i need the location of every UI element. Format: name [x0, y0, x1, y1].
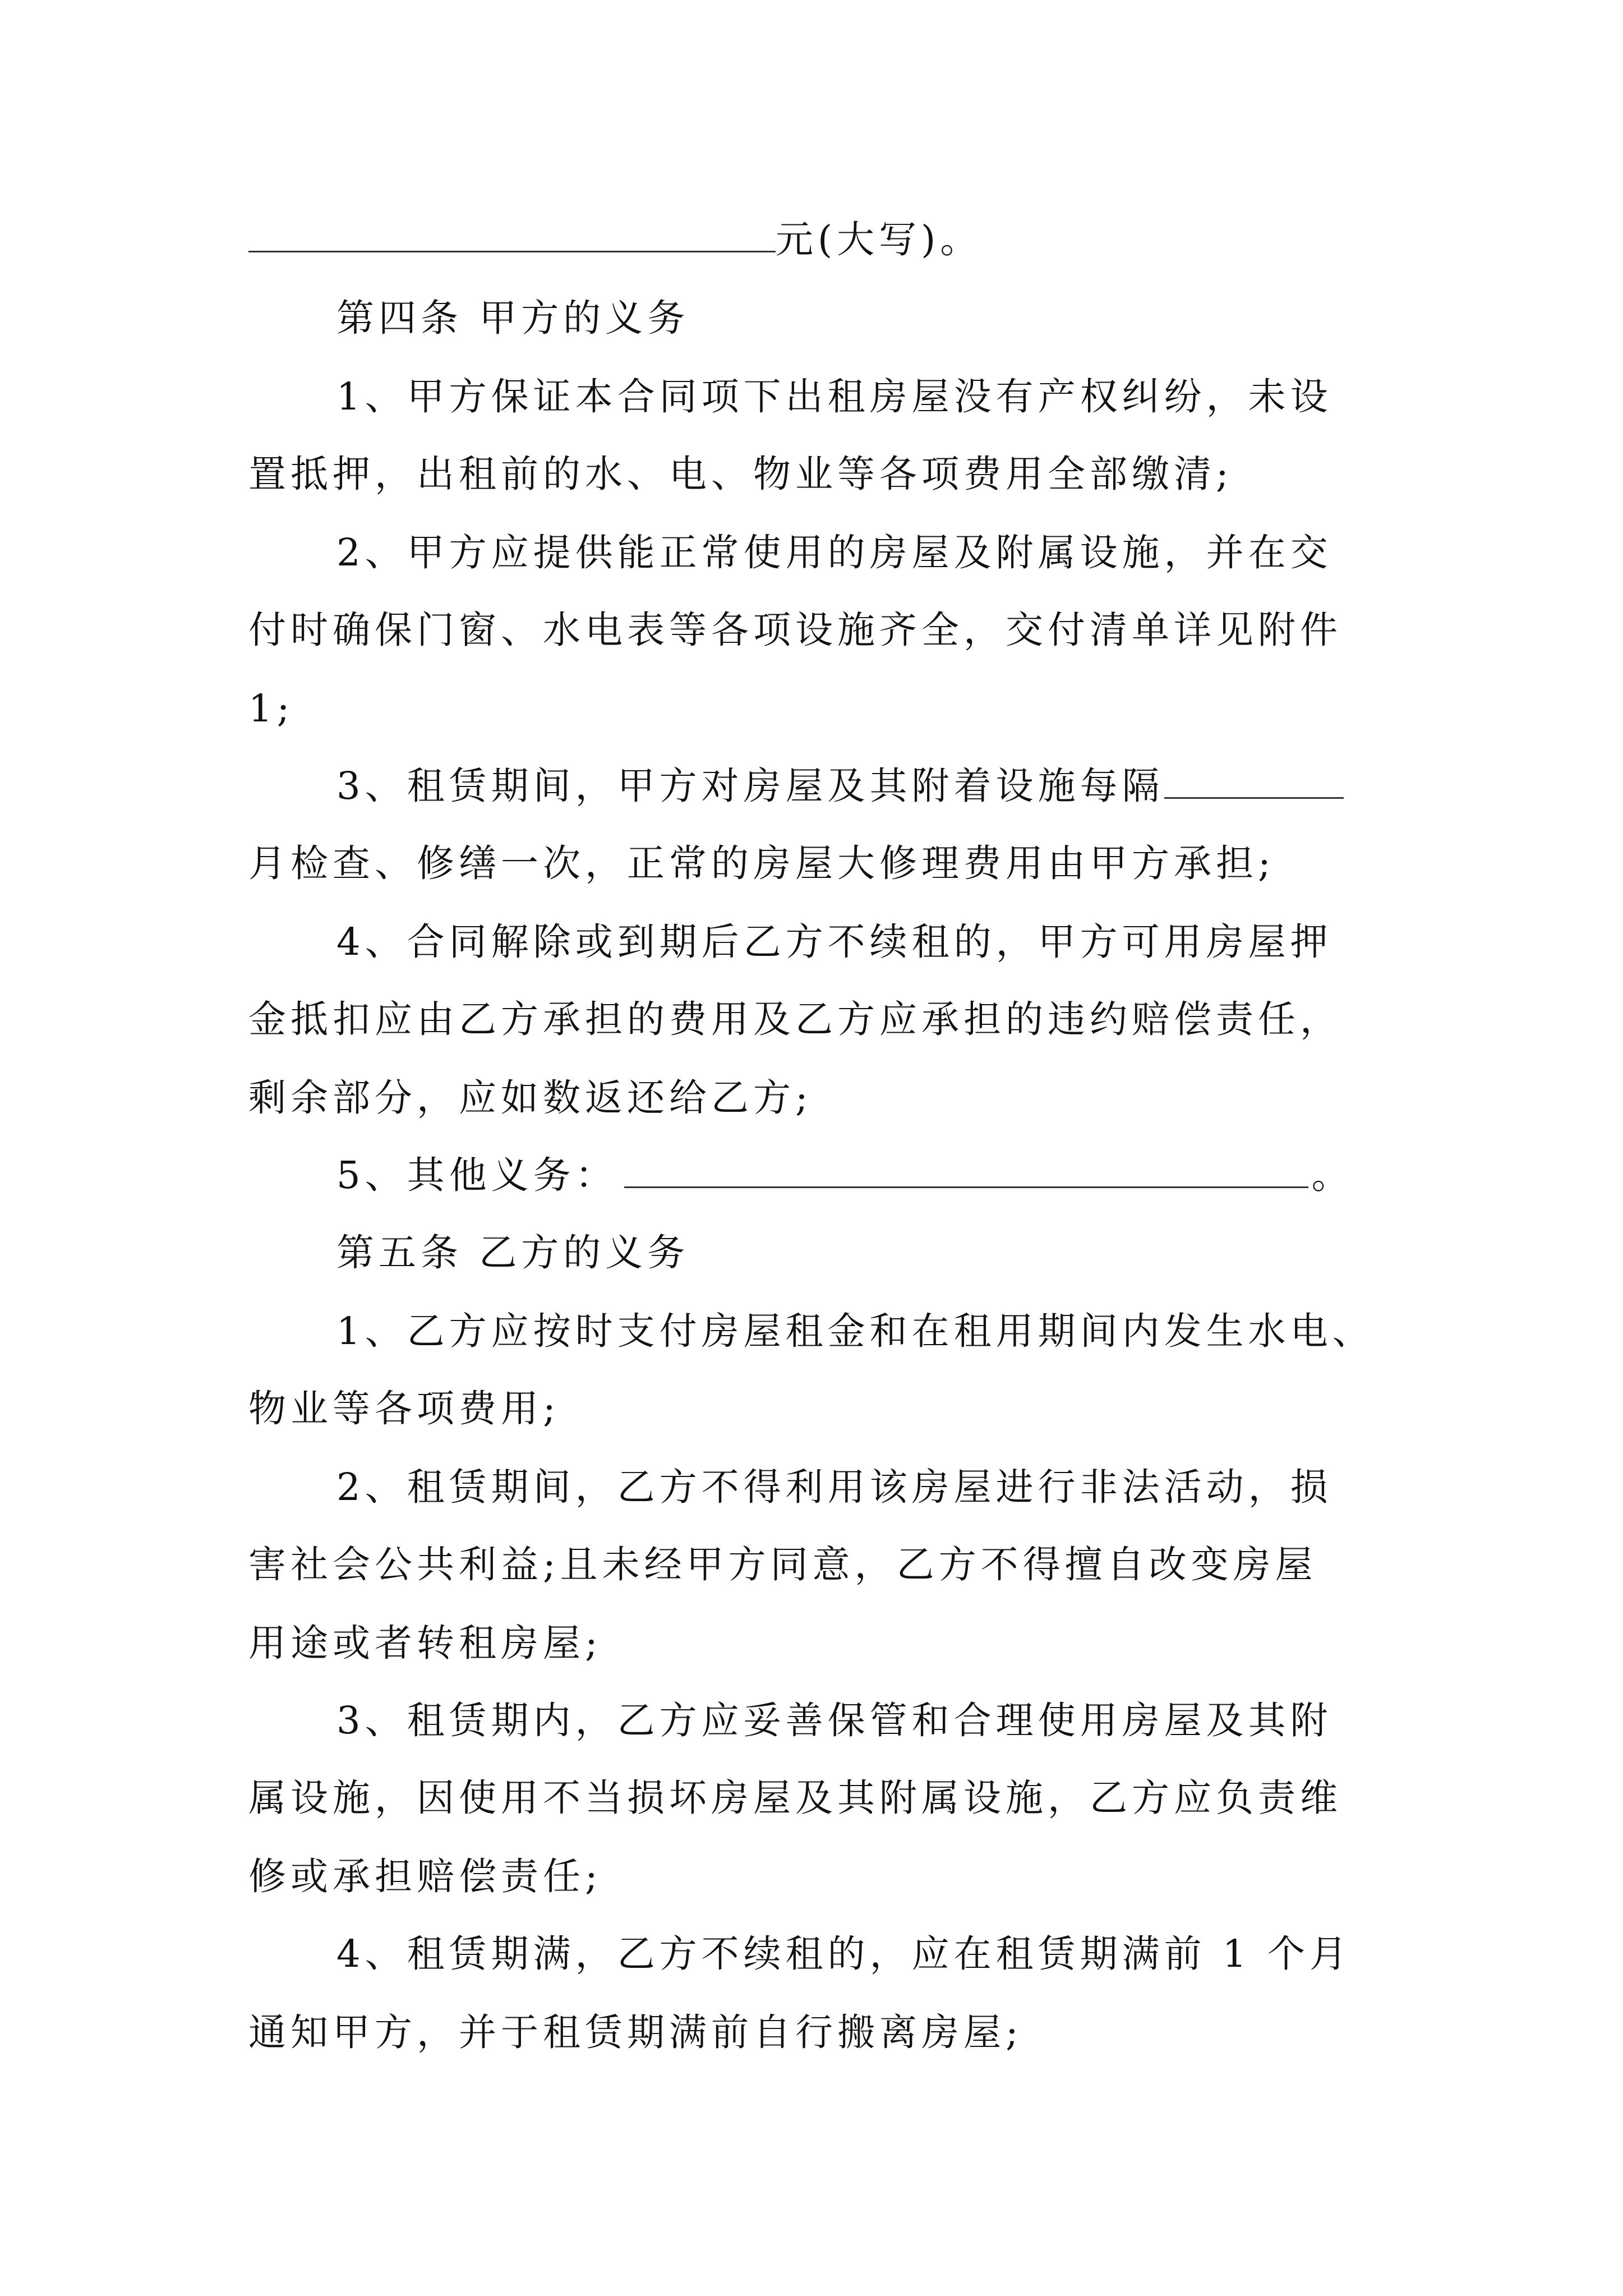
article5-item3-line1: 3、租赁期内，乙方应妥善保管和合理使用房屋及其附	[336, 1699, 1332, 1742]
amount-blank	[248, 218, 776, 252]
article4-item4-line2: 金抵扣应由乙方承担的费用及乙方应承担的违约赔偿责任，	[248, 997, 1342, 1041]
article4-item3-line2: 月检查、修缮一次，正常的房屋大修理费用由甲方承担;	[248, 841, 1275, 885]
article5-item4-line1: 4、租赁期满，乙方不续租的，应在租赁期满前 1 个月	[336, 1932, 1352, 1976]
article4-item4-line3: 剩余部分，应如数返还给乙方;	[248, 1076, 813, 1120]
article4-item5-label: 5、其他义务：	[336, 1153, 617, 1197]
article5-item4-line2: 通知甲方，并于租赁期满前自行搬离房屋;	[248, 2010, 1023, 2054]
article4-title: 第四条 甲方的义务	[336, 296, 690, 340]
other-duties-blank	[624, 1154, 1308, 1188]
article4-item5-end: 。	[1311, 1153, 1354, 1197]
article5-item3-line2: 属设施，因使用不当损坏房屋及其附属设施，乙方应负责维	[248, 1776, 1342, 1820]
amount-suffix: 元(大写)。	[776, 218, 983, 261]
article4-item2-line1: 2、甲方应提供能正常使用的房屋及附属设施，并在交	[336, 531, 1332, 574]
article4-item3-text: 3、租赁期间，甲方对房屋及其附着设施每隔	[336, 764, 1164, 808]
article5-item1-line2: 物业等各项费用;	[248, 1387, 560, 1430]
article4-item1-line2: 置抵押，出租前的水、电、物业等各项费用全部缴清;	[248, 452, 1233, 496]
amount-line	[248, 214, 1387, 265]
article4-item1-line1: 1、甲方保证本合同项下出租房屋没有产权纠纷，未设	[336, 375, 1332, 418]
article5-title: 第五条 乙方的义务	[336, 1231, 690, 1274]
article5-item2-line2: 害社会公共利益;且未经甲方同意，乙方不得擅自改变房屋	[248, 1543, 1317, 1586]
article4-item2-line2: 付时确保门窗、水电表等各项设施齐全，交付清单详见附件	[248, 608, 1342, 652]
article4-item5-line	[336, 1150, 1387, 1200]
article4-item2-line3: 1;	[248, 687, 294, 730]
article5-item2-line3: 用途或者转租房屋;	[248, 1621, 602, 1665]
article5-item2-line1: 2、租赁期间，乙方不得利用该房屋进行非法活动，损	[336, 1465, 1332, 1509]
article4-item3-line1	[336, 761, 1387, 811]
article5-item3-line3: 修或承担赔偿责任;	[248, 1855, 602, 1898]
months-blank	[1164, 765, 1344, 799]
article4-item4-line1: 4、合同解除或到期后乙方不续租的，甲方可用房屋押	[336, 920, 1332, 964]
article5-item1-line1: 1、乙方应按时支付房屋租金和在租用期间内发生水电、	[336, 1309, 1375, 1353]
